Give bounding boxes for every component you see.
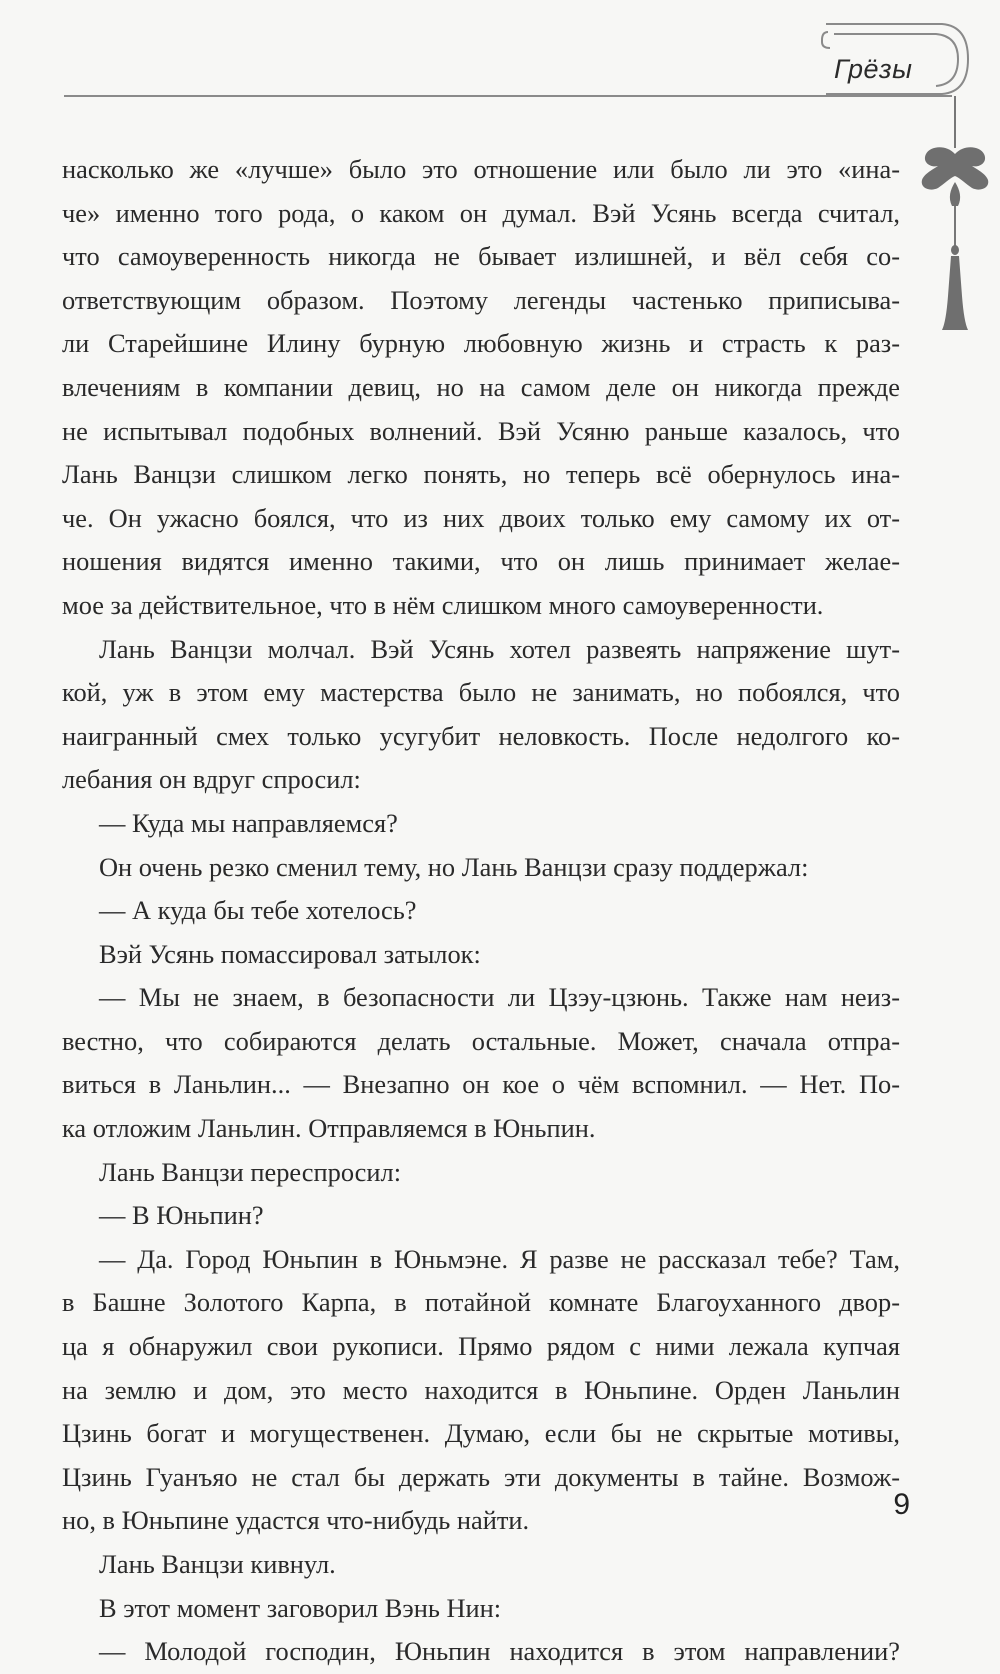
text-line: Цзинь Гуанъяо не стал бы держать эти документы в тайне. Возмож-: [62, 1461, 900, 1492]
text-line: Цзинь богат и могущественен. Думаю, если бы не скрытые мотивы,: [62, 1418, 900, 1449]
text-line: че. Он ужасно боялся, что из них двоих только ему самому их от-: [62, 502, 900, 533]
text-line: лебания он вдруг спросил:: [62, 764, 361, 795]
text-line: влечениям в компании девиц, но на самом деле он никогда прежде: [62, 371, 900, 402]
text-line: ца я обнаружил свои рукописи. Прямо рядом с ними лежала купчая: [62, 1331, 900, 1362]
text-line: на землю и дом, это место находится в Юньпине. Орден Ланьлин: [62, 1374, 900, 1405]
text-line: не испытывал подобных волнений. Вэй Усяню раньше казалось, что: [62, 415, 900, 446]
text-line: ответствующим образом. Поэтому легенды частенько приписыва-: [62, 284, 900, 315]
text-line: — Молодой господин, Юньпин находится в этом направлении?: [99, 1636, 900, 1667]
text-line: мое за действительное, что в нём слишком много самоуверенности.: [62, 589, 824, 620]
text-line: виться в Ланьлин... — Внезапно он кое о чём вспомнил. — Нет. По-: [62, 1069, 900, 1100]
text-line: Лань Ванцзи кивнул.: [99, 1549, 336, 1579]
text-line: Лань Ванцзи молчал. Вэй Усянь хотел развеять напряжение шут-: [99, 633, 900, 664]
text-line: наигранный смех только усугубит неловкость. После недолгого ко-: [62, 720, 900, 751]
text-line: что самоуверенность никогда не бывает излишней, и вёл себя со-: [62, 241, 900, 272]
text-line: вестно, что собираются делать остальные. Может, сначала отпра-: [62, 1025, 900, 1056]
text-line: ка отложим Ланьлин. Отправляемся в Юньпин.: [62, 1113, 596, 1144]
text-line: Лань Ванцзи слишком легко понять, но теперь всё обернулось ина-: [62, 459, 900, 490]
text-line: ли Старейшине Илину бурную любовную жизнь и страсть к раз-: [62, 328, 900, 359]
text-line: Лань Ванцзи переспросил:: [99, 1156, 402, 1187]
page-number: 9: [893, 1488, 910, 1521]
header-rule: [64, 95, 952, 97]
text-line: — Мы не знаем, в безопасности ли Цзэу-цзюнь. Также нам неиз-: [99, 982, 900, 1013]
text-line: но, в Юньпине удастся что-нибудь найти.: [62, 1505, 530, 1536]
body-text: [62, 148, 900, 1674]
text-line: — А куда бы тебе хотелось?: [99, 895, 417, 926]
text-line: ношения видятся именно такими, что он лишь принимает желае-: [62, 546, 900, 577]
text-line: кой, уж в этом ему мастерства было не занимать, но побоялся, что: [62, 677, 900, 708]
running-title: Грёзы: [834, 54, 913, 84]
text-line: — Да. Город Юньпин в Юньмэне. Я разве не рассказал тебе? Там,: [99, 1243, 900, 1274]
tassel-ornament-icon: [912, 96, 998, 342]
text-line: — В Юньпин?: [99, 1200, 264, 1231]
text-line: В этот момент заговорил Вэнь Нин:: [99, 1592, 502, 1623]
text-line: че» именно того рода, о каком он думал. Вэй Усянь всегда считал,: [62, 197, 900, 228]
text-line: в Башне Золотого Карпа, в потайной комнате Благоуханного двор-: [62, 1287, 900, 1318]
text-line: Вэй Усянь помассировал затылок:: [99, 938, 481, 969]
text-line: Он очень резко сменил тему, но Лань Ванцзи сразу поддержал:: [99, 851, 809, 882]
text-line: — Куда мы направляемся?: [99, 807, 398, 838]
text-line: насколько же «лучше» было это отношение или было ли это «ина-: [62, 154, 900, 184]
